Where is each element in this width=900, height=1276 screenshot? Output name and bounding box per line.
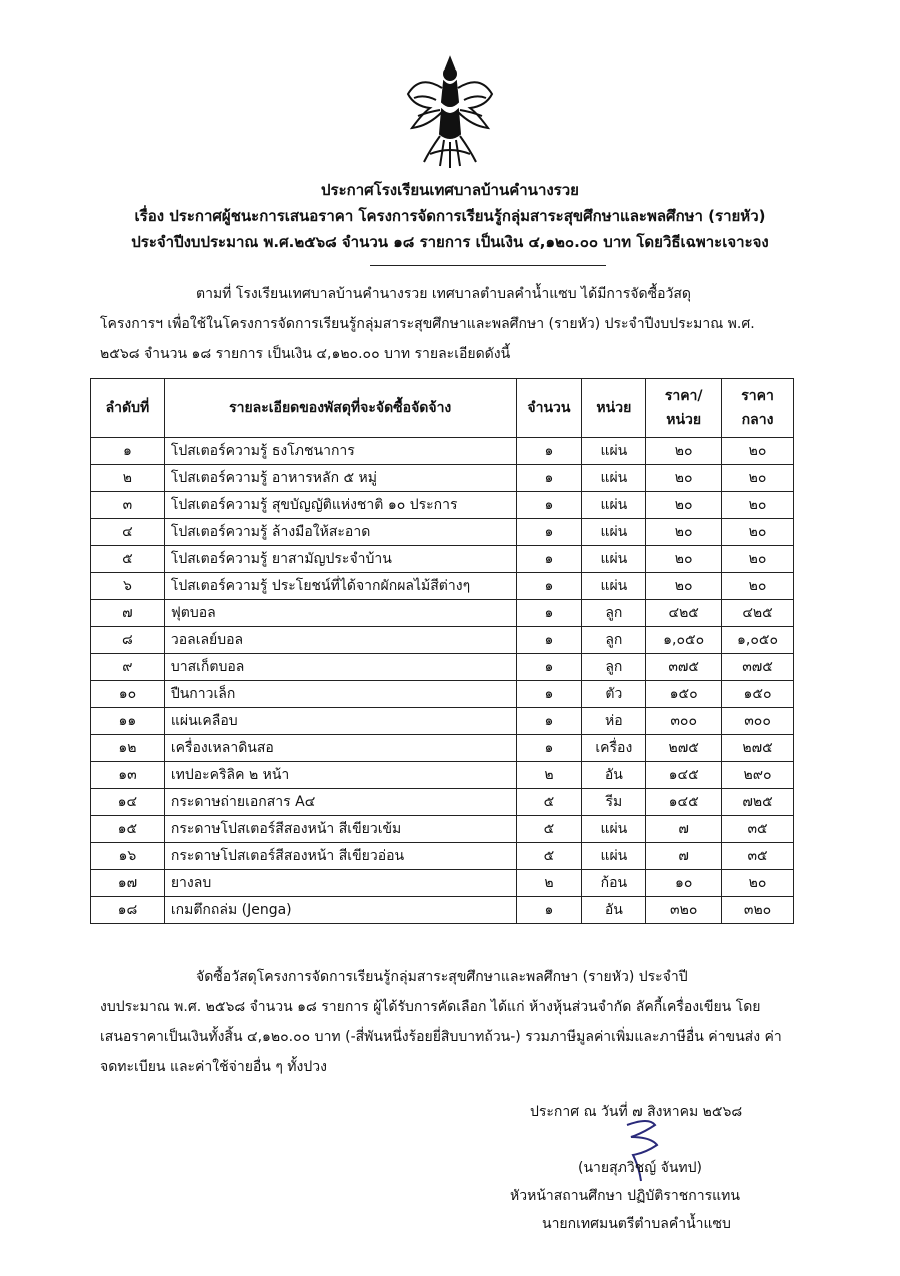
conclusion-line-2: งบประมาณ พ.ศ. ๒๕๖๘ จำนวน ๑๘ รายการ ผู้ได้รับการคัดเลือก ได้แก่ ห้างหุ้นส่วนจำกัด ลัคกี้เครื่องเขียน โดย [100, 999, 761, 1015]
header-median-price: ราคา กลาง [722, 379, 794, 438]
item-unit: แผ่น [582, 465, 646, 492]
item-description: เกมตึกถล่ม (Jenga) [164, 897, 516, 924]
item-description: กระดาษโปสเตอร์สีสองหน้า สีเขียวอ่อน [164, 843, 516, 870]
row-number: ๑๘ [91, 897, 165, 924]
header-unit-price: ราคา/ หน่วย [646, 379, 722, 438]
item-description: ฟุตบอล [164, 600, 516, 627]
row-number: ๑๕ [91, 816, 165, 843]
item-quantity: ๑ [516, 897, 582, 924]
item-description: ปืนกาวเล็ก [164, 681, 516, 708]
item-unit: อัน [582, 762, 646, 789]
header-unit: หน่วย [582, 379, 646, 438]
announcement-date: ประกาศ ณ วันที่ ๗ สิงหาคม ๒๕๖๘ [530, 1104, 743, 1120]
item-description: แผ่นเคลือบ [164, 708, 516, 735]
conclusion-line-3: เสนอราคาเป็นเงินทั้งสิ้น ๔,๑๒๐.๐๐ บาท (-สี่พันหนึ่งร้อยยี่สิบบาทถ้วน-) รวมภาษีมูลค่าเพิ่มและภาษีอื่น ค่าขนส่ง ค่า [100, 1029, 782, 1045]
item-unit-price: ๑๔๕ [646, 762, 722, 789]
item-quantity: ๒ [516, 870, 582, 897]
item-quantity: ๕ [516, 816, 582, 843]
item-unit-price: ๓๐๐ [646, 708, 722, 735]
announcement-budget-line: ประจำปีงบประมาณ พ.ศ.๒๕๖๘ จำนวน ๑๘ รายการ เป็นเงิน ๔,๑๒๐.๐๐ บาท โดยวิธีเฉพาะเจาะจง [131, 233, 769, 251]
item-unit-price: ๒๐ [646, 519, 722, 546]
table-row [91, 627, 794, 654]
item-unit-price: ๑๕๐ [646, 681, 722, 708]
table-row [91, 816, 794, 843]
item-unit-price: ๗ [646, 816, 722, 843]
item-description: โปสเตอร์ความรู้ ล้างมือให้สะอาด [164, 519, 516, 546]
table-row [91, 762, 794, 789]
row-number: ๑๒ [91, 735, 165, 762]
garuda-emblem [400, 54, 500, 172]
item-unit: ก้อน [582, 870, 646, 897]
items-table [90, 378, 794, 924]
header-no: ลำดับที่ [91, 379, 165, 438]
item-description: เทปอะคริลิค ๒ หน้า [164, 762, 516, 789]
item-quantity: ๑ [516, 654, 582, 681]
item-unit-price: ๓๗๕ [646, 654, 722, 681]
item-unit-price: ๓๒๐ [646, 897, 722, 924]
header-qty: จำนวน [516, 379, 582, 438]
row-number: ๘ [91, 627, 165, 654]
item-description: เครื่องเหลาดินสอ [164, 735, 516, 762]
table-row [91, 708, 794, 735]
signer-name: (นายสุภวิชญ์ จันทป) [578, 1160, 702, 1176]
table-header-row [91, 379, 794, 438]
item-unit: ลูก [582, 600, 646, 627]
item-quantity: ๑ [516, 492, 582, 519]
item-unit-price: ๑๔๕ [646, 789, 722, 816]
item-description: กระดาษโปสเตอร์สีสองหน้า สีเขียวเข้ม [164, 816, 516, 843]
item-quantity: ๕ [516, 789, 582, 816]
item-median-price: ๒๐ [722, 519, 794, 546]
item-median-price: ๒๐ [722, 546, 794, 573]
item-description: วอลเลย์บอล [164, 627, 516, 654]
item-unit: แผ่น [582, 438, 646, 465]
item-quantity: ๑ [516, 546, 582, 573]
table-row [91, 465, 794, 492]
table-row [91, 492, 794, 519]
item-unit: เครื่อง [582, 735, 646, 762]
item-description: โปสเตอร์ความรู้ ธงโภชนาการ [164, 438, 516, 465]
item-median-price: ๒๗๕ [722, 735, 794, 762]
item-quantity: ๑ [516, 519, 582, 546]
item-description: โปสเตอร์ความรู้ ยาสามัญประจำบ้าน [164, 546, 516, 573]
item-median-price: ๓๒๐ [722, 897, 794, 924]
item-quantity: ๑ [516, 573, 582, 600]
table-row [91, 519, 794, 546]
table-row [91, 789, 794, 816]
item-unit: อัน [582, 897, 646, 924]
row-number: ๓ [91, 492, 165, 519]
item-median-price: ๒๐ [722, 438, 794, 465]
item-unit-price: ๒๐ [646, 546, 722, 573]
item-median-price: ๒๐ [722, 465, 794, 492]
row-number: ๙ [91, 654, 165, 681]
row-number: ๒ [91, 465, 165, 492]
conclusion-line-1: จัดซื้อวัสดุโครงการจัดการเรียนรู้กลุ่มสาระสุขศึกษาและพลศึกษา (รายหัว) ประจำปี [196, 969, 688, 985]
item-median-price: ๓๗๕ [722, 654, 794, 681]
item-median-price: ๒๐ [722, 870, 794, 897]
item-description: โปสเตอร์ความรู้ ประโยชน์ที่ได้จากผักผลไม้สีต่างๆ [164, 573, 516, 600]
item-median-price: ๑,๐๕๐ [722, 627, 794, 654]
item-quantity: ๕ [516, 843, 582, 870]
item-median-price: ๒๐ [722, 573, 794, 600]
item-median-price: ๑๕๐ [722, 681, 794, 708]
item-quantity: ๑ [516, 708, 582, 735]
row-number: ๖ [91, 573, 165, 600]
item-description: โปสเตอร์ความรู้ สุขบัญญัติแห่งชาติ ๑๐ ประการ [164, 492, 516, 519]
table-row [91, 600, 794, 627]
row-number: ๑๐ [91, 681, 165, 708]
item-unit: ตัว [582, 681, 646, 708]
row-number: ๕ [91, 546, 165, 573]
announcement-subject: เรื่อง ประกาศผู้ชนะการเสนอราคา โครงการจัดการเรียนรู้กลุ่มสาระสุขศึกษาและพลศึกษา (รายหัว) [134, 207, 766, 225]
header-detail: รายละเอียดของพัสดุที่จะจัดซื้อจัดจ้าง [164, 379, 516, 438]
item-quantity: ๒ [516, 762, 582, 789]
item-unit-price: ๔๒๕ [646, 600, 722, 627]
item-unit: รีม [582, 789, 646, 816]
row-number: ๗ [91, 600, 165, 627]
table-row [91, 438, 794, 465]
row-number: ๑๖ [91, 843, 165, 870]
signer-position: หัวหน้าสถานศึกษา ปฏิบัติราชการแทน [510, 1188, 740, 1204]
row-number: ๑๓ [91, 762, 165, 789]
item-quantity: ๑ [516, 627, 582, 654]
item-median-price: ๗๒๕ [722, 789, 794, 816]
announcement-title: ประกาศโรงเรียนเทศบาลบ้านคำนางรวย [321, 181, 579, 199]
item-unit: แผ่น [582, 816, 646, 843]
item-median-price: ๔๒๕ [722, 600, 794, 627]
item-unit-price: ๒๐ [646, 438, 722, 465]
item-quantity: ๑ [516, 438, 582, 465]
item-median-price: ๓๕ [722, 843, 794, 870]
item-median-price: ๒๐ [722, 492, 794, 519]
intro-line-2: โครงการฯ เพื่อใช้ในโครงการจัดการเรียนรู้กลุ่มสาระสุขศึกษาและพลศึกษา (รายหัว) ประจำปีงบประมาณ พ.ศ. [100, 316, 755, 332]
item-unit: แผ่น [582, 843, 646, 870]
item-unit: แผ่น [582, 492, 646, 519]
table-row [91, 897, 794, 924]
table-row [91, 681, 794, 708]
item-description: กระดาษถ่ายเอกสาร A๔ [164, 789, 516, 816]
item-description: ยางลบ [164, 870, 516, 897]
item-quantity: ๑ [516, 465, 582, 492]
item-median-price: ๓๕ [722, 816, 794, 843]
item-median-price: ๒๙๐ [722, 762, 794, 789]
header-divider [370, 265, 606, 266]
row-number: ๑๔ [91, 789, 165, 816]
item-unit-price: ๒๗๕ [646, 735, 722, 762]
intro-line-1: ตามที่ โรงเรียนเทศบาลบ้านคำนางรวย เทศบาลตำบลคำน้ำแซบ ได้มีการจัดซื้อวัสดุ [196, 286, 691, 302]
table-row [91, 843, 794, 870]
row-number: ๑๑ [91, 708, 165, 735]
item-unit-price: ๑๐ [646, 870, 722, 897]
item-median-price: ๓๐๐ [722, 708, 794, 735]
row-number: ๑ [91, 438, 165, 465]
item-quantity: ๑ [516, 681, 582, 708]
item-unit-price: ๒๐ [646, 465, 722, 492]
signer-acting-for: นายกเทศมนตรีตำบลคำน้ำแซบ [542, 1216, 731, 1232]
intro-line-3: ๒๕๖๘ จำนวน ๑๘ รายการ เป็นเงิน ๔,๑๒๐.๐๐ บาท รายละเอียดดังนี้ [100, 346, 511, 362]
table-row [91, 870, 794, 897]
item-unit: แผ่น [582, 573, 646, 600]
row-number: ๔ [91, 519, 165, 546]
item-unit: แผ่น [582, 546, 646, 573]
table-row [91, 735, 794, 762]
item-unit: ลูก [582, 654, 646, 681]
conclusion-line-4: จดทะเบียน และค่าใช้จ่ายอื่น ๆ ทั้งปวง [100, 1059, 327, 1075]
item-unit: ลูก [582, 627, 646, 654]
item-unit: ห่อ [582, 708, 646, 735]
item-unit: แผ่น [582, 519, 646, 546]
item-quantity: ๑ [516, 735, 582, 762]
item-unit-price: ๒๐ [646, 492, 722, 519]
table-row [91, 654, 794, 681]
item-unit-price: ๑,๐๕๐ [646, 627, 722, 654]
table-row [91, 573, 794, 600]
item-description: โปสเตอร์ความรู้ อาหารหลัก ๕ หมู่ [164, 465, 516, 492]
items-table-body [91, 438, 794, 924]
item-description: บาสเก็ตบอล [164, 654, 516, 681]
item-unit-price: ๒๐ [646, 573, 722, 600]
row-number: ๑๗ [91, 870, 165, 897]
table-row [91, 546, 794, 573]
item-quantity: ๑ [516, 600, 582, 627]
item-unit-price: ๗ [646, 843, 722, 870]
